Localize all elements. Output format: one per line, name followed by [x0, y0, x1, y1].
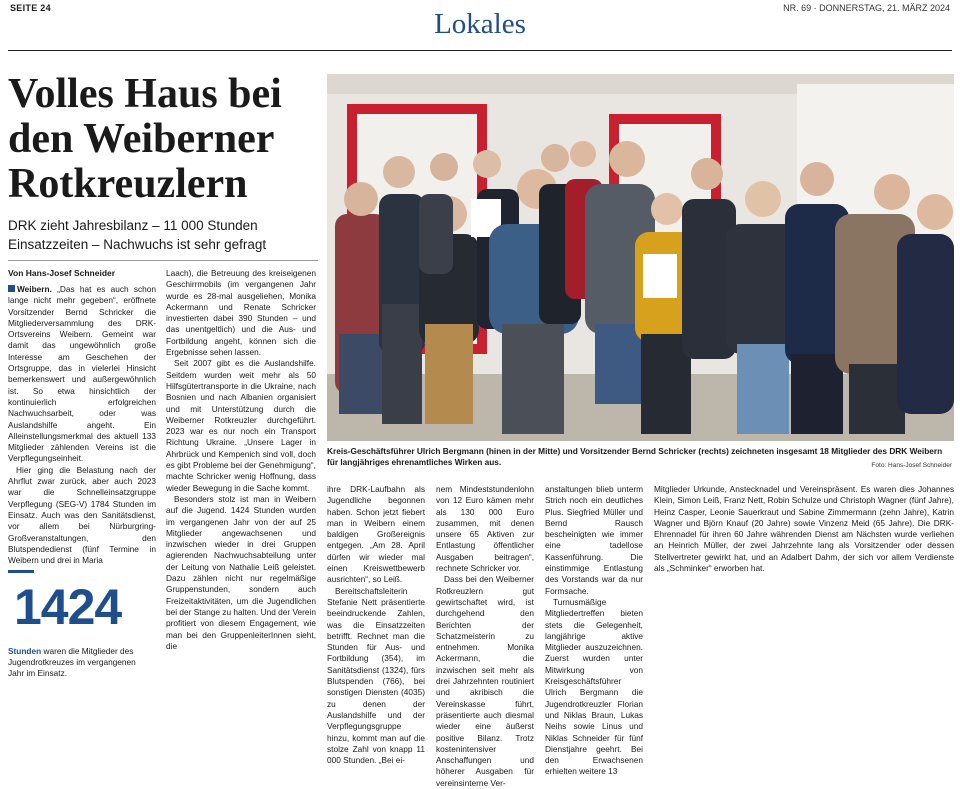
page-number: SEITE 24	[10, 3, 51, 13]
paragraph: Hier ging die Belastung nach der Ahrflut zwar zurück, aber auch 2023 war die Schnelleinsatzgruppe Verpflegung (SEG-V) 1784 Stunden im Einsatz. Auch was den Sanitätsdienst, vor allem bei Nürburgring-Großveranstaltungen, den Blutspendedienst (fünf Termine in Weibern und drei in Maria	[8, 464, 156, 566]
paragraph: Seit 2007 gibt es die Auslandshilfe. Seitdem wurden weit mehr als 50 Hilfsgütertransporte in die Ukraine, nach Bosnien und nach Albanien organisiert und mit Unterstützung durch die Weiberner Rotkreuzler durchgeführt. 2023 war es nur noch ein Transport Richtung Ukraine. „Unsere Lager in Ahrbrück und Kempenich sind voll, doch es gibt Probleme bei der Genehmigung“, machte Schricker wenig Hoffnung, dass wieder Bewegung in die Sache kommt.	[166, 358, 316, 493]
article-column-6	[654, 484, 954, 686]
photo-caption: Kreis-Geschäftsführer Ulrich Bergmann (hinen in der Mitte) und Vorsitzender Bernd Schricker (rechts) zeichneten insgesamt 18 Mitglieder des DRK Weibern für langjähriges ehrenamtliches Wirken aus.	[327, 446, 943, 467]
factbox-lead: Stunden	[8, 646, 42, 656]
header-rule	[8, 50, 952, 51]
subheadline: DRK zieht Jahresbilanz – 11 000 Stunden Einsatzzeiten – Nachwuchs ist sehr gefragt	[8, 218, 267, 252]
factbox-accent-bar	[8, 570, 34, 573]
dateline-marker-icon	[8, 285, 15, 292]
factbox-description: waren die Mitglieder des Jugendrotkreuzes im vergangenen Jahr im Einsatz.	[8, 646, 136, 678]
section-title: Lokales	[434, 8, 526, 40]
paragraph: ihre DRK-Laufbahn als Jugendliche begonnen haben. Schon jetzt fiebert man in Weibern einem baldigen Großereignis entgegen. „Am 28. April dürfen wir wieder mal einen Kreiswettbewerb ausrichten“, so Leiß.	[327, 484, 425, 585]
paragraph: Bereitschaftsleiterin Stefanie Nett präsentierte beeindruckende Zahlen, was die Einsatzzeiten betrifft. Rechnet man die Stunden für Aus- und Fortbildung (354), im Sanitätsdienst (1324), fürs Blutspenden (766), bei sonstigen Diensten (4035) zu denen der Auslandshilfe und der Verpflegungsgruppe hinzu, kommt man auf die stolze Zahl von knapp 11 000 Stunden. „Bei ei-	[327, 585, 425, 766]
headline: Volles Haus bei den Weiberner Rotkreuzlern	[8, 71, 282, 207]
page-header	[8, 0, 952, 50]
factbox-number: 1424	[14, 579, 122, 635]
group-photo-illustration	[327, 74, 954, 441]
article-column-2	[166, 268, 316, 686]
factbox	[8, 570, 152, 686]
article-column-1	[8, 284, 156, 564]
paragraph: nem Mindeststundenlohn von 12 Euro kämen mehr als 130 000 Euro zusammen, mit denen unsere 65 Aktiven zur Entlastung öffentlicher Ausgaben beitragen“, rechnete Schricker vor.	[436, 484, 534, 574]
paragraph-text: „Das hat es auch schon lange nicht mehr gegeben“, eröffnete Vorsitzender Bernd Schricker die Mitgliederversammlung des DRK-Ortsvereins Weibern. Gemeint war damit das ungewöhnlich große Interesse am Geschehen der Ortsgruppe, das in vielerlei Hinsicht bemerkenswert und außergewöhnlich ist. So etwa hinsichtlich der kontinuierlich erfolgreichen Nachwuchsarbeit, oder was Auslandshilfe angeht. Ein Alleinstellungsmerkmal des aktuell 133 Mitglieder zählenden Vereins ist die Verpflegungseinheit.	[8, 284, 156, 464]
paragraph: Turnusmäßige Mitgliedertreffen bieten stets die Gelegenheit, langjährige aktive Mitglieder auszuzeichnen. Zuerst wurden unter Mitwirkung von Kreisgeschäftsführer Ulrich Bergmann die Jugendrotkreuzler Florian und Niklas Braun, Lukas Neihs sowie Linus und Niklas Schneider für fünf Dienstjahre geehrt. Bei den Erwachsenen erhielten weitere 13	[545, 596, 643, 777]
dateline: Weibern.	[17, 284, 52, 294]
byline: Von Hans-Josef Schneider	[8, 268, 116, 278]
paragraph: Mitglieder Urkunde, Anstecknadel und Vereinspräsent. Es waren dies Johannes Klein, Simon Leiß, Franz Nett, Robin Schulze und Christoph Wagner (fünf Jahre), Heinz Casper, Leonie Sauerkraut und Sabine Zimmermann (zehn Jahre), Katrin Wagner und Björn Knauf (20 Jahre) sowie Vinzenz Meid (65 Jahre). Die DRK-Ehrennadel für ihren 60 Jahre währenden Dienst am Nächsten wurde verliehen an Heinrich Müller, der zwei Jahrzehnte lang als Vorsitzender oder dessen Stellvertreter gewirkt hat, und an Adalbert Dahm, der sich vor allem Verdienste als „Schminker“ erworben hat.	[654, 484, 954, 574]
paragraph: Laach), die Betreuung des kreiseigenen Geschirrmobils (im vergangenen Jahr wurde es 28-mal ausgeliehen, Monika Ackermann und Renate Schricker investierten dabei 390 Stunden – und das unentgeltlich) und die Aus- und Fortbildung angeht, können sich die Ergebnisse sehen lassen.	[166, 268, 316, 358]
paragraph: anstaltungen blieb unterm Strich noch ein deutliches Plus. Siegfried Müller und Bernd Rausch bescheinigten wie immer eine tadellose Kassenführung. Die einstimmige Entlastung des Vorstands war da nur Formsache.	[545, 484, 643, 596]
issue-date: NR. 69 · DONNERSTAG, 21. MÄRZ 2024	[783, 3, 950, 13]
article-column-3	[327, 484, 425, 766]
subhead-rule	[8, 260, 318, 261]
paragraph: Dass bei den Weiberner Rotkreuzlern gut gewirtschaftet wird, ist durchgehend den Berichten der Schatzmeisterin zu entnehmen. Monika Ackermann, die inzwischen seit mehr als drei Jahrzehnten routiniert und akribisch die Vereinskasse führt, präsentierte auch diesmal wieder eine äußerst positive Bilanz. Trotz kostenintensiver Anschaffungen und höherer Ausgaben für vereinsinterne Ver-	[436, 574, 534, 788]
paragraph	[8, 284, 156, 465]
factbox-text	[8, 646, 152, 679]
article-column-5	[545, 484, 643, 777]
paragraph: Besonders stolz ist man in Weibern auf die Jugend. 1424 Stunden wurden im vergangenen Jahr von der auf 25 Mitglieder angewachsenen und inzwischen wieder in drei Gruppen agierenden Nachwuchsabteilung unter der Leitung von Nathalie Leiß geleistet. Dazu zählen nicht nur regelmäßige Gruppenstunden, sondern auch Freizeitaktivitäten, um die Jugendlichen bei der Stange zu halten. Und der Verein profitiert von diesem Engagement, wie man bei den GruppenleiterInnen sieht, die	[166, 493, 316, 651]
article-column-4	[436, 484, 534, 788]
photo-credit: Foto: Hans-Josef Schneider	[871, 462, 952, 469]
group-photo	[327, 74, 954, 441]
